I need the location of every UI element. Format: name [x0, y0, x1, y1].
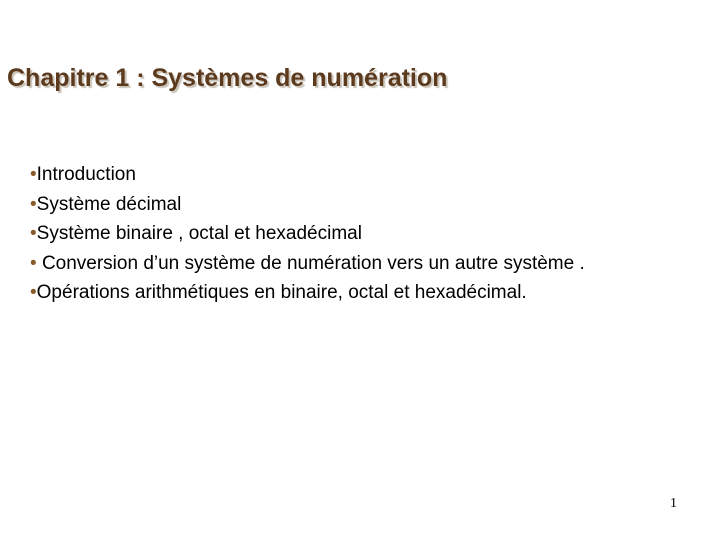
bullet-text: Conversion d’un système de numération vers un autre système .	[41, 252, 585, 274]
bullet-icon: •	[30, 164, 37, 185]
bullet-item-conversion	[30, 249, 690, 279]
bullet-icon: •	[30, 252, 42, 274]
bullet-item-decimal	[30, 190, 690, 220]
slide-title: Chapitre 1 : Systèmes de numération	[7, 64, 448, 92]
bullet-text: Introduction	[36, 164, 136, 185]
bullet-item-binary-octal-hex	[30, 219, 690, 249]
bullet-item-operations	[30, 278, 690, 308]
bullet-list	[30, 160, 690, 308]
bullet-item-introduction	[30, 160, 690, 190]
bullet-icon: •	[30, 282, 37, 303]
bullet-text: Système binaire , octal et hexadécimal	[36, 223, 362, 244]
bullet-text: Opérations arithmétiques en binaire, octal et hexadécimal.	[36, 282, 527, 303]
page-number: 1	[670, 496, 677, 511]
bullet-icon: •	[30, 223, 37, 244]
bullet-icon: •	[30, 193, 37, 215]
bullet-text: Système décimal	[36, 193, 182, 215]
